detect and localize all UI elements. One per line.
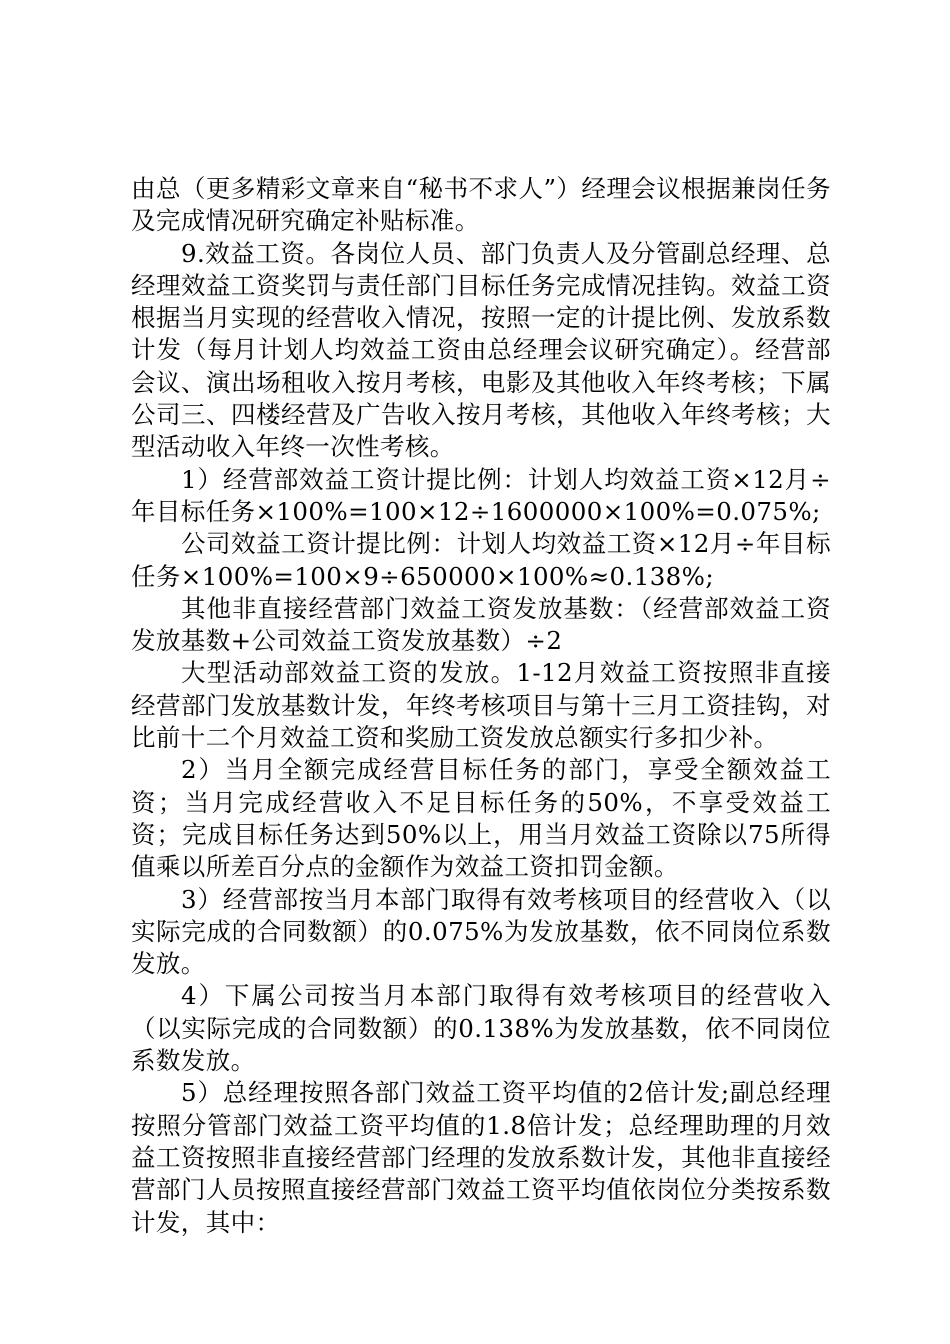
paragraph-item-4: 4）下属公司按当月本部门取得有效考核项目的经营收入（以实际完成的合同数额）的0.138%为发放基数，依不同岗位系数发放。 <box>131 981 831 1076</box>
paragraph-other-base: 其他非直接经营部门效益工资发放基数：（经营部效益工资发放基数+公司效益工资发放基数）÷2 <box>131 593 831 656</box>
paragraph-large-events: 大型活动部效益工资的发放。1-12月效益工资按照非直接经营部门发放基数计发，年终考核项目与第十三月工资挂钩，对比前十二个月效益工资和奖励工资发放总额实行多扣少补。 <box>131 658 831 753</box>
paragraph-item-5: 5）总经理按照各部门效益工资平均值的2倍计发;副总经理按照分管部门效益工资平均值的1.8倍计发；总经理助理的月效益工资按照非直接经营部门经理的发放系数计发，其他非直接经营部门人员按照直接经营部门效益工资平均值依岗位分类按系数计发，其中： <box>131 1078 831 1237</box>
paragraph-item-1: 1）经营部效益工资计提比例：计划人均效益工资×12月÷年目标任务×100%=100×12÷1600000×100%=0.075%; <box>131 464 831 526</box>
paragraph-continuation: 由总（更多精彩文章来自“秘书不求人”）经理会议根据兼岗任务及完成情况研究确定补贴标准。 <box>131 174 831 236</box>
document-body <box>131 173 831 1239</box>
paragraph-company-ratio: 公司效益工资计提比例：计划人均效益工资×12月÷年目标任务×100%=100×9÷650000×100%≈0.138%; <box>131 529 831 591</box>
paragraph-item-3: 3）经营部按当月本部门取得有效考核项目的经营收入（以实际完成的合同数额）的0.075%为发放基数，依不同岗位系数发放。 <box>131 884 831 979</box>
paragraph-efficiency-wage: 9.效益工资。各岗位人员、部门负责人及分管副总经理、总经理效益工资奖罚与责任部门目标任务完成情况挂钩。效益工资根据当月实现的经营收入情况，按照一定的计提比例、发放系数计发（每月计划人均效益工资由总经理会议研究确定）。经营部会议、演出场租收入按月考核，电影及其他收入年终考核；下属公司三、四楼经营及广告收入按月考核，其他收入年终考核；大型活动收入年终一次性考核。 <box>131 238 831 462</box>
paragraph-item-2: 2）当月全额完成经营目标任务的部门，享受全额效益工资；当月完成经营收入不足目标任务的50%，不享受效益工资；完成目标任务达到50%以上，用当月效益工资除以75所得值乘以所差百分点的金额作为效益工资扣罚金额。 <box>131 755 831 882</box>
